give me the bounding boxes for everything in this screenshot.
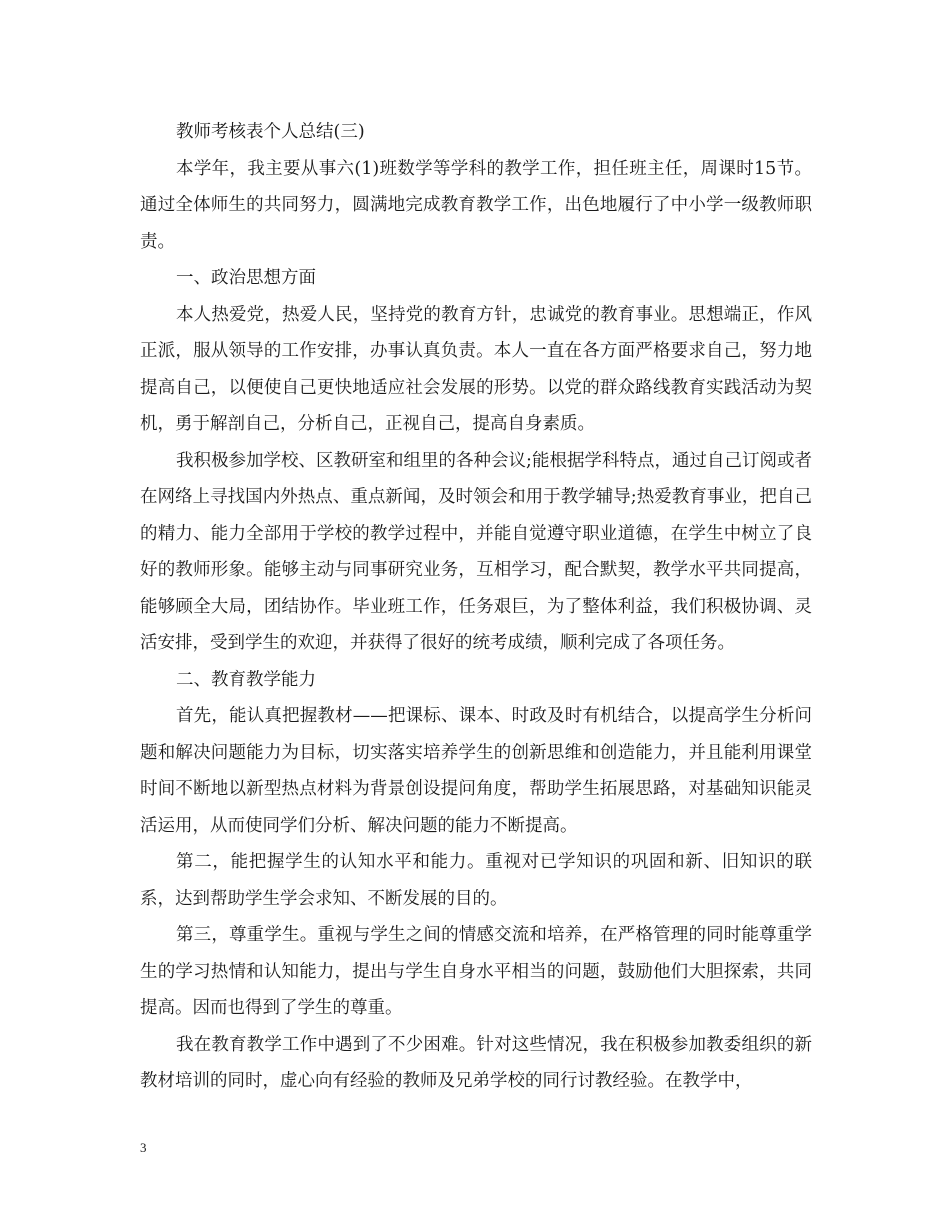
paragraph-political-1: 本人热爱党，热爱人民，坚持党的教育方针，忠诚党的教育事业。思想端正，作风正派，服从领导的工作安排，办事认真负责。本人一直在各方面严格要求自己，努力地提高自己，以便使自己更快地适应社会发展的形势。以党的群众路线教育实践活动为契机，勇于解剖自己，分析自己，正视自己，提高自身素质。 [140,304,812,434]
section-heading-political: 一、政治思想方面 [176,268,316,288]
paragraph-teaching-first: 首先，能认真把握教材——把课标、课本、时政及时有机结合，以提高学生分析问题和解决问题能力为目标，切实落实培养学生的创新思维和创造能力，并且能利用课堂时间不断地以新型热点材料为背景创设提问角度，帮助学生拓展思路，对基础知识能灵活运用，从而使同学们分析、解决问题的能力不断提高。 [140,706,812,836]
document-title: 教师考核表个人总结(三) [176,122,365,142]
paragraph-teaching-second: 第二，能把握学生的认知水平和能力。重视对已学知识的巩固和新、旧知识的联系，达到帮助学生学会求知、不断发展的目的。 [140,852,812,909]
section-heading-teaching: 二、教育教学能力 [176,669,316,690]
paragraph-teaching-third: 第三，尊重学生。重视与学生之间的情感交流和培养，在严格管理的同时能尊重学生的学习热情和认知能力，提出与学生自身水平相当的问题，鼓励他们大胆探索，共同提高。因而也得到了学生的尊重。 [140,925,812,1018]
paragraph-difficulties: 我在教育教学工作中遇到了不少困难。针对这些情况，我在积极参加教委组织的新教材培训的同时，虚心向有经验的教师及兄弟学校的同行讨教经验。在教学中， [140,1034,812,1091]
paragraph-intro: 本学年，我主要从事六(1)班数学等学科的教学工作，担任班主任，周课时15节。通过全体师生的共同努力，圆满地完成教育教学工作，出色地履行了中小学一级教师职责。 [140,158,812,252]
document-body [140,114,812,1100]
page-number: 3 [140,1140,147,1155]
paragraph-political-2: 我积极参加学校、区教研室和组里的各种会议;能根据学科特点，通过自己订阅或者在网络上寻找国内外热点、重点新闻，及时领会和用于教学辅导;热爱教育事业，把自己的精力、能力全部用于学校的教学过程中，并能自觉遵守职业道德，在学生中树立了良好的教师形象。能够主动与同事研究业务，互相学习，配合默契，教学水平共同提高，能够顾全大局，团结协作。毕业班工作，任务艰巨，为了整体利益，我们积极协调、灵活安排，受到学生的欢迎，并获得了很好的统考成绩，顺利完成了各项任务。 [140,450,812,653]
